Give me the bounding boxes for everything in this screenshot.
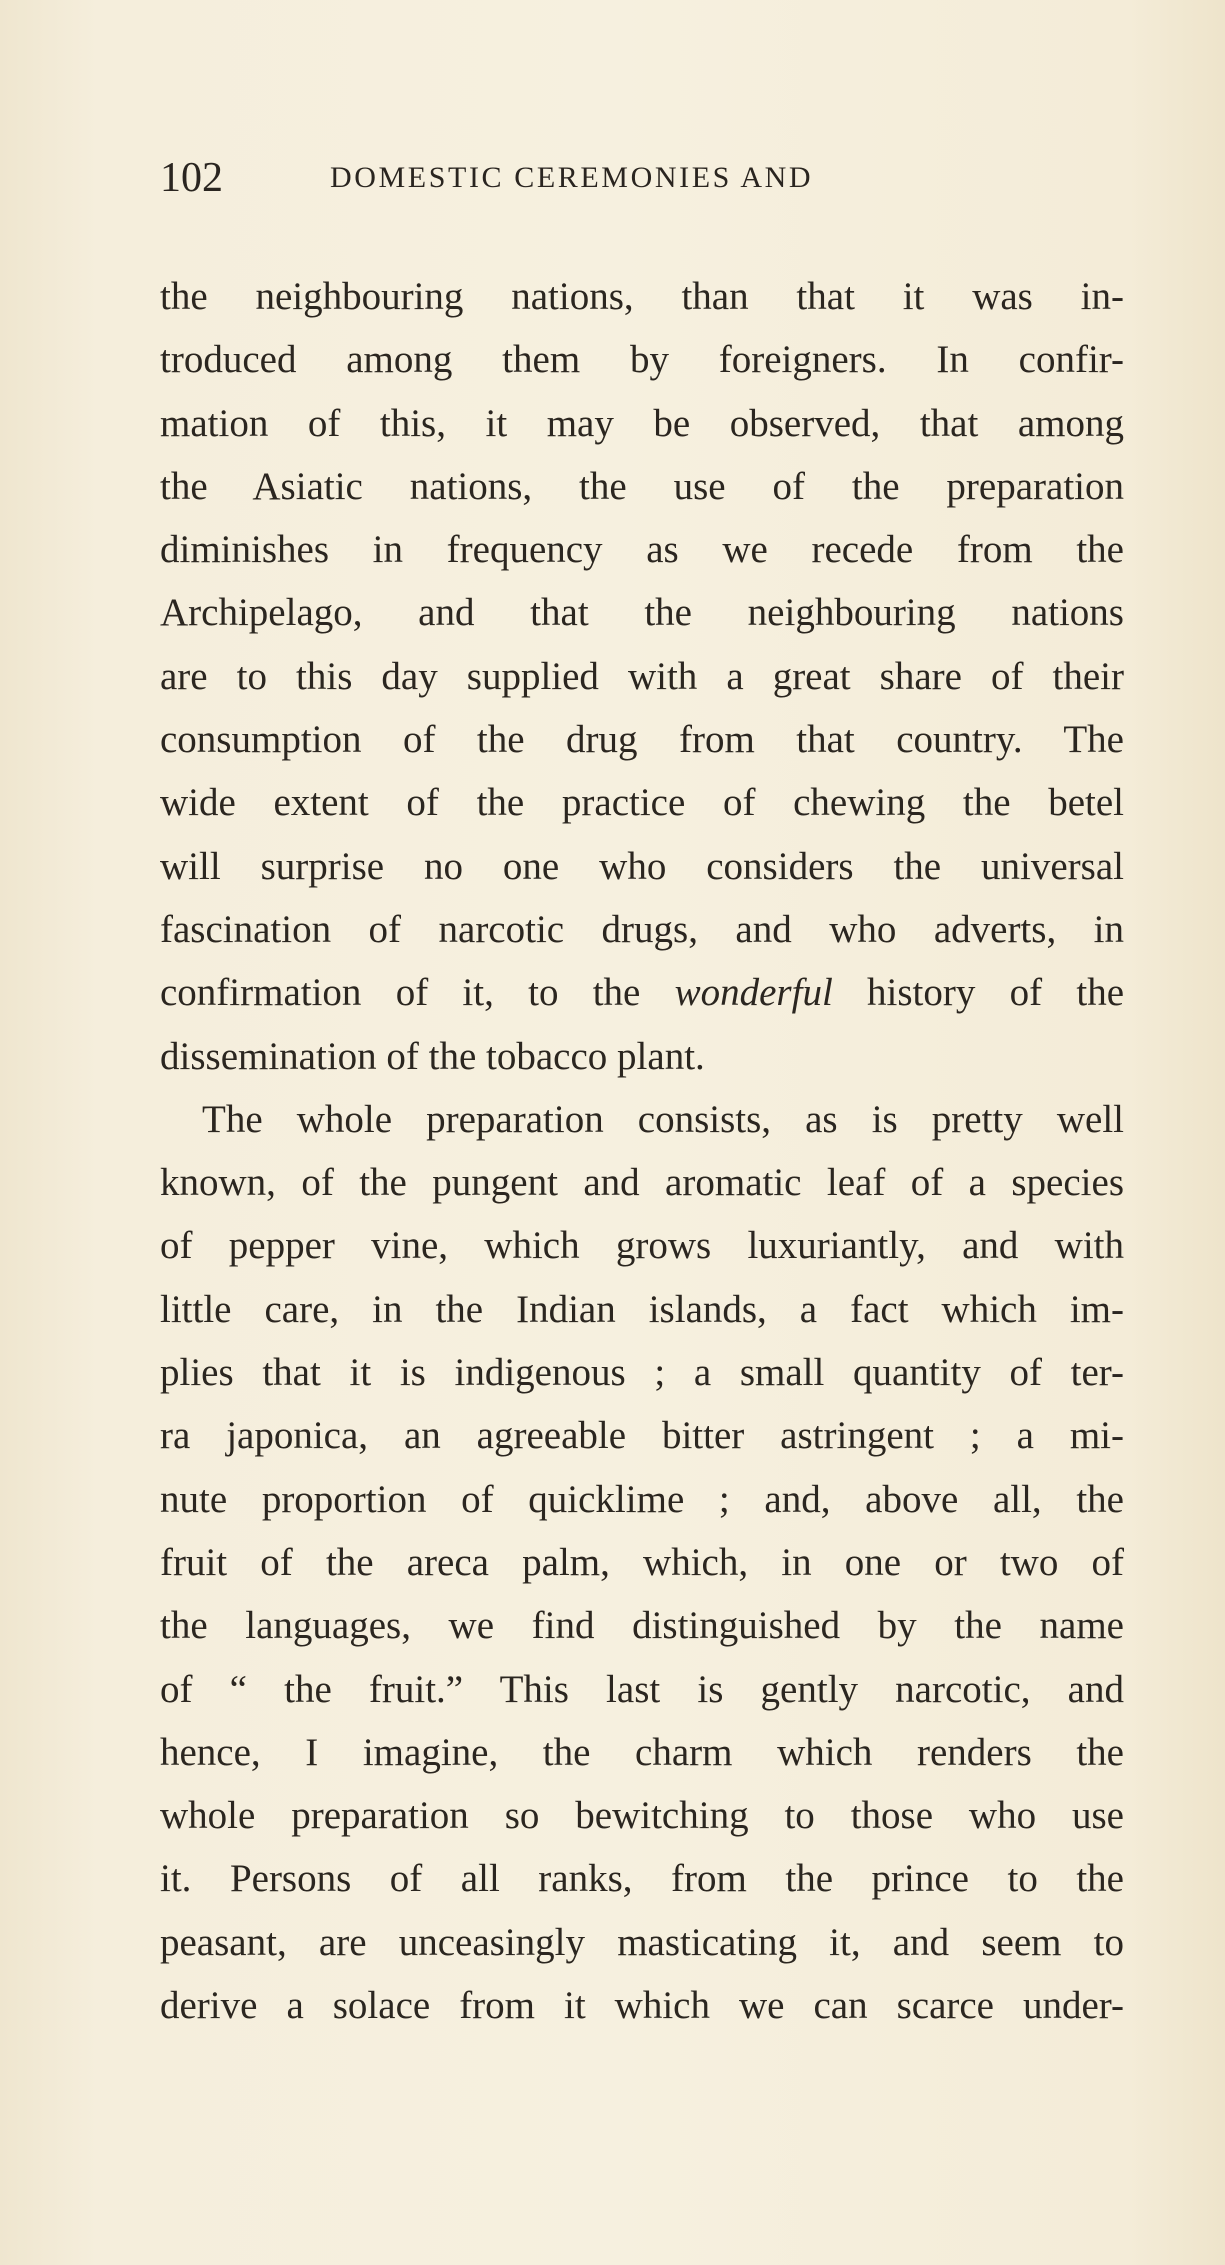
text-run: confirmation of it, to the <box>160 971 675 1015</box>
text-line: nute proportion of quicklime ; and, above all, the <box>160 1477 1124 1521</box>
text-line: derive a solace from it which we can scarce under- <box>160 1984 1124 2028</box>
running-title: DOMESTIC CEREMONIES AND <box>330 161 814 194</box>
text-line: it. Persons of all ranks, from the prince to the <box>160 1857 1124 1901</box>
text-line: Archipelago, and that the neighbouring nations <box>160 591 1124 635</box>
text-line: fascination of narcotic drugs, and who adverts, in <box>160 907 1124 951</box>
text-line: mation of this, it may be observed, that among <box>160 401 1124 445</box>
italic-word: wonderful <box>674 971 833 1015</box>
text-line: are to this day supplied with a great share of their <box>160 654 1124 698</box>
text-line: of “ the fruit.” This last is gently narcotic, and <box>160 1667 1124 1711</box>
paragraph-2 <box>160 1088 1124 2037</box>
text-line: the neighbouring nations, than that it was in- <box>160 275 1124 318</box>
text-line: fruit of the areca palm, which, in one or two of <box>160 1540 1124 1584</box>
paragraph-1 <box>160 265 1124 1088</box>
running-head <box>0 150 1225 206</box>
text-line: hence, I imagine, the charm which renders the <box>160 1730 1124 1774</box>
text-line: dissemination of the tobacco plant. <box>160 1034 705 1078</box>
text-line: The whole preparation consists, as is pretty well <box>202 1097 1124 1141</box>
text-line: ra japonica, an agreeable bitter astringent ; a mi- <box>160 1414 1124 1458</box>
text-run: history of the <box>832 971 1125 1015</box>
text-line: the Asiatic nations, the use of the preparation <box>160 464 1124 508</box>
text-line: peasant, are unceasingly masticating it, and seem to <box>160 1920 1124 1964</box>
text-line: plies that it is indigenous ; a small quantity of ter- <box>160 1351 1124 1395</box>
page-number: 102 <box>160 155 223 201</box>
text-line <box>160 961 1124 1024</box>
text-line: consumption of the drug from that country. The <box>160 718 1124 762</box>
text-line: diminishes in frequency as we recede from the <box>160 528 1124 572</box>
text-line: will surprise no one who considers the universal <box>160 844 1124 888</box>
text-line: little care, in the Indian islands, a fact which im- <box>160 1287 1124 1331</box>
text-line: wide extent of the practice of chewing the betel <box>160 781 1124 825</box>
body-text <box>160 265 1124 2037</box>
text-line: the languages, we find distinguished by the name <box>160 1604 1124 1648</box>
text-line: of pepper vine, which grows luxuriantly, and with <box>160 1224 1124 1268</box>
text-line: troduced among them by foreigners. In confir- <box>160 338 1124 382</box>
text-line: whole preparation so bewitching to those who use <box>160 1794 1124 1838</box>
text-line: known, of the pungent and aromatic leaf of a species <box>160 1161 1124 1205</box>
